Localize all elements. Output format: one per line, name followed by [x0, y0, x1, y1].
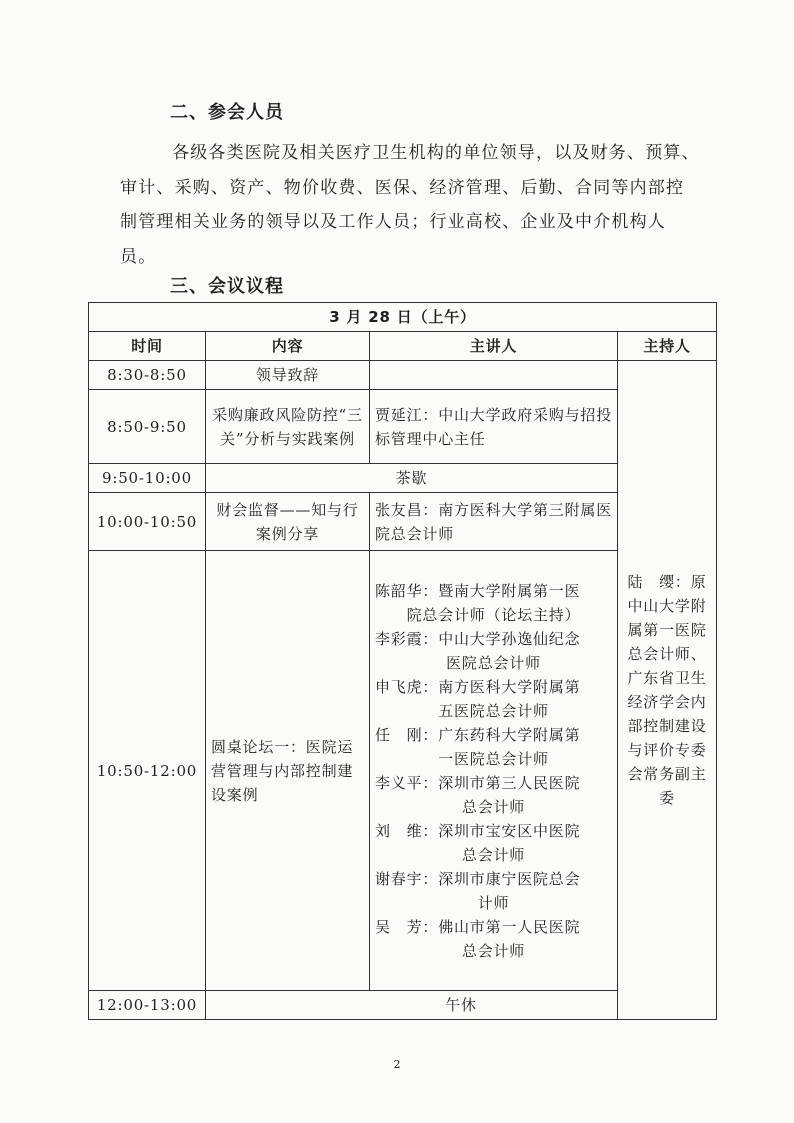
time-cell: 8:50-9:50 — [89, 390, 206, 464]
agenda-table — [88, 302, 717, 1020]
attendees-paragraph — [120, 136, 700, 274]
speaker-line-cont: 医院总会计师 — [446, 653, 541, 672]
panel-speaker — [375, 819, 612, 867]
panel-speaker — [375, 675, 612, 723]
break-cell: 茶歇 — [206, 464, 618, 493]
speaker-cell — [370, 361, 618, 390]
section-heading-agenda: 三、会议议程 — [170, 276, 284, 297]
speaker-line-cont: 总会计师 — [461, 797, 526, 816]
attendees-text: 各级各类医院及相关医疗卫生机构的单位领导，以及财务、预算、审计、采购、资产、物价收费、医保、经济管理、后勤、合同等内部控制管理相关业务的领导以及工作人员；行业高校、企业及中介机构人员。 — [120, 143, 700, 267]
panel-speaker — [375, 915, 612, 963]
time-cell: 8:30-8:50 — [89, 361, 206, 390]
table-row — [89, 991, 717, 1020]
speaker-line-cont: 总会计师 — [461, 941, 526, 960]
speaker-line-cont: 五医院总会计师 — [438, 701, 549, 720]
time-cell: 9:50-10:00 — [89, 464, 206, 493]
speaker-line: 任 刚：广东药科大学附属第 — [375, 725, 581, 744]
speaker-cell: 贾延江：中山大学政府采购与招投标管理中心主任 — [370, 390, 618, 464]
panel-speaker — [375, 771, 612, 819]
column-header-content: 内容 — [206, 332, 370, 361]
speaker-line: 刘 维：深圳市宝安区中医院 — [375, 821, 581, 840]
speaker-line: 谢春宇：深圳市康宁医院总会 — [375, 869, 581, 888]
content-cell: 领导致辞 — [206, 361, 370, 390]
table-row — [89, 361, 717, 390]
panel-speaker — [375, 867, 612, 915]
speaker-line-cont: 院总会计师（论坛主持） — [406, 605, 581, 624]
speaker-cell: 张友昌：南方医科大学第三附属医院总会计师 — [370, 493, 618, 551]
host-cell: 陆 缨：原中山大学附属第一医院总会计师、广东省卫生经济学会内部控制建设与评价专委会常务副主委 — [618, 361, 717, 1020]
speaker-line: 申飞虎：南方医科大学附属第 — [375, 677, 581, 696]
speaker-line: 李义平：深圳市第三人民医院 — [375, 773, 581, 792]
speaker-line: 李彩霞：中山大学孙逸仙纪念 — [375, 629, 581, 648]
section-heading-attendees: 二、参会人员 — [170, 102, 284, 123]
speaker-line: 吴 芳：佛山市第一人民医院 — [375, 917, 581, 936]
date-header-row — [89, 303, 717, 332]
panel-speaker — [375, 579, 612, 627]
speaker-line-cont: 一医院总会计师 — [438, 749, 549, 768]
column-header-row — [89, 332, 717, 361]
time-cell: 10:00-10:50 — [89, 493, 206, 551]
date-header: 3 月 28 日（上午） — [89, 303, 717, 332]
speaker-line-cont: 计师 — [477, 893, 510, 912]
panel-speakers-cell — [370, 551, 618, 991]
content-cell: 圆桌论坛一：医院运营管理与内部控制建设案例 — [206, 551, 370, 991]
panel-speaker — [375, 627, 612, 675]
column-header-speaker: 主讲人 — [370, 332, 618, 361]
panel-speaker — [375, 723, 612, 771]
lunch-cell: 午休 — [206, 991, 717, 1020]
page-number: 2 — [393, 1058, 401, 1071]
content-cell: 采购廉政风险防控“三关”分析与实践案例 — [206, 390, 370, 464]
time-cell: 10:50-12:00 — [89, 551, 206, 991]
time-cell: 12:00-13:00 — [89, 991, 206, 1020]
column-header-host: 主持人 — [618, 332, 717, 361]
content-cell: 财会监督——知与行案例分享 — [206, 493, 370, 551]
speaker-line-cont: 总会计师 — [461, 845, 526, 864]
speaker-line: 陈韶华：暨南大学附属第一医 — [375, 581, 581, 600]
column-header-time: 时间 — [89, 332, 206, 361]
